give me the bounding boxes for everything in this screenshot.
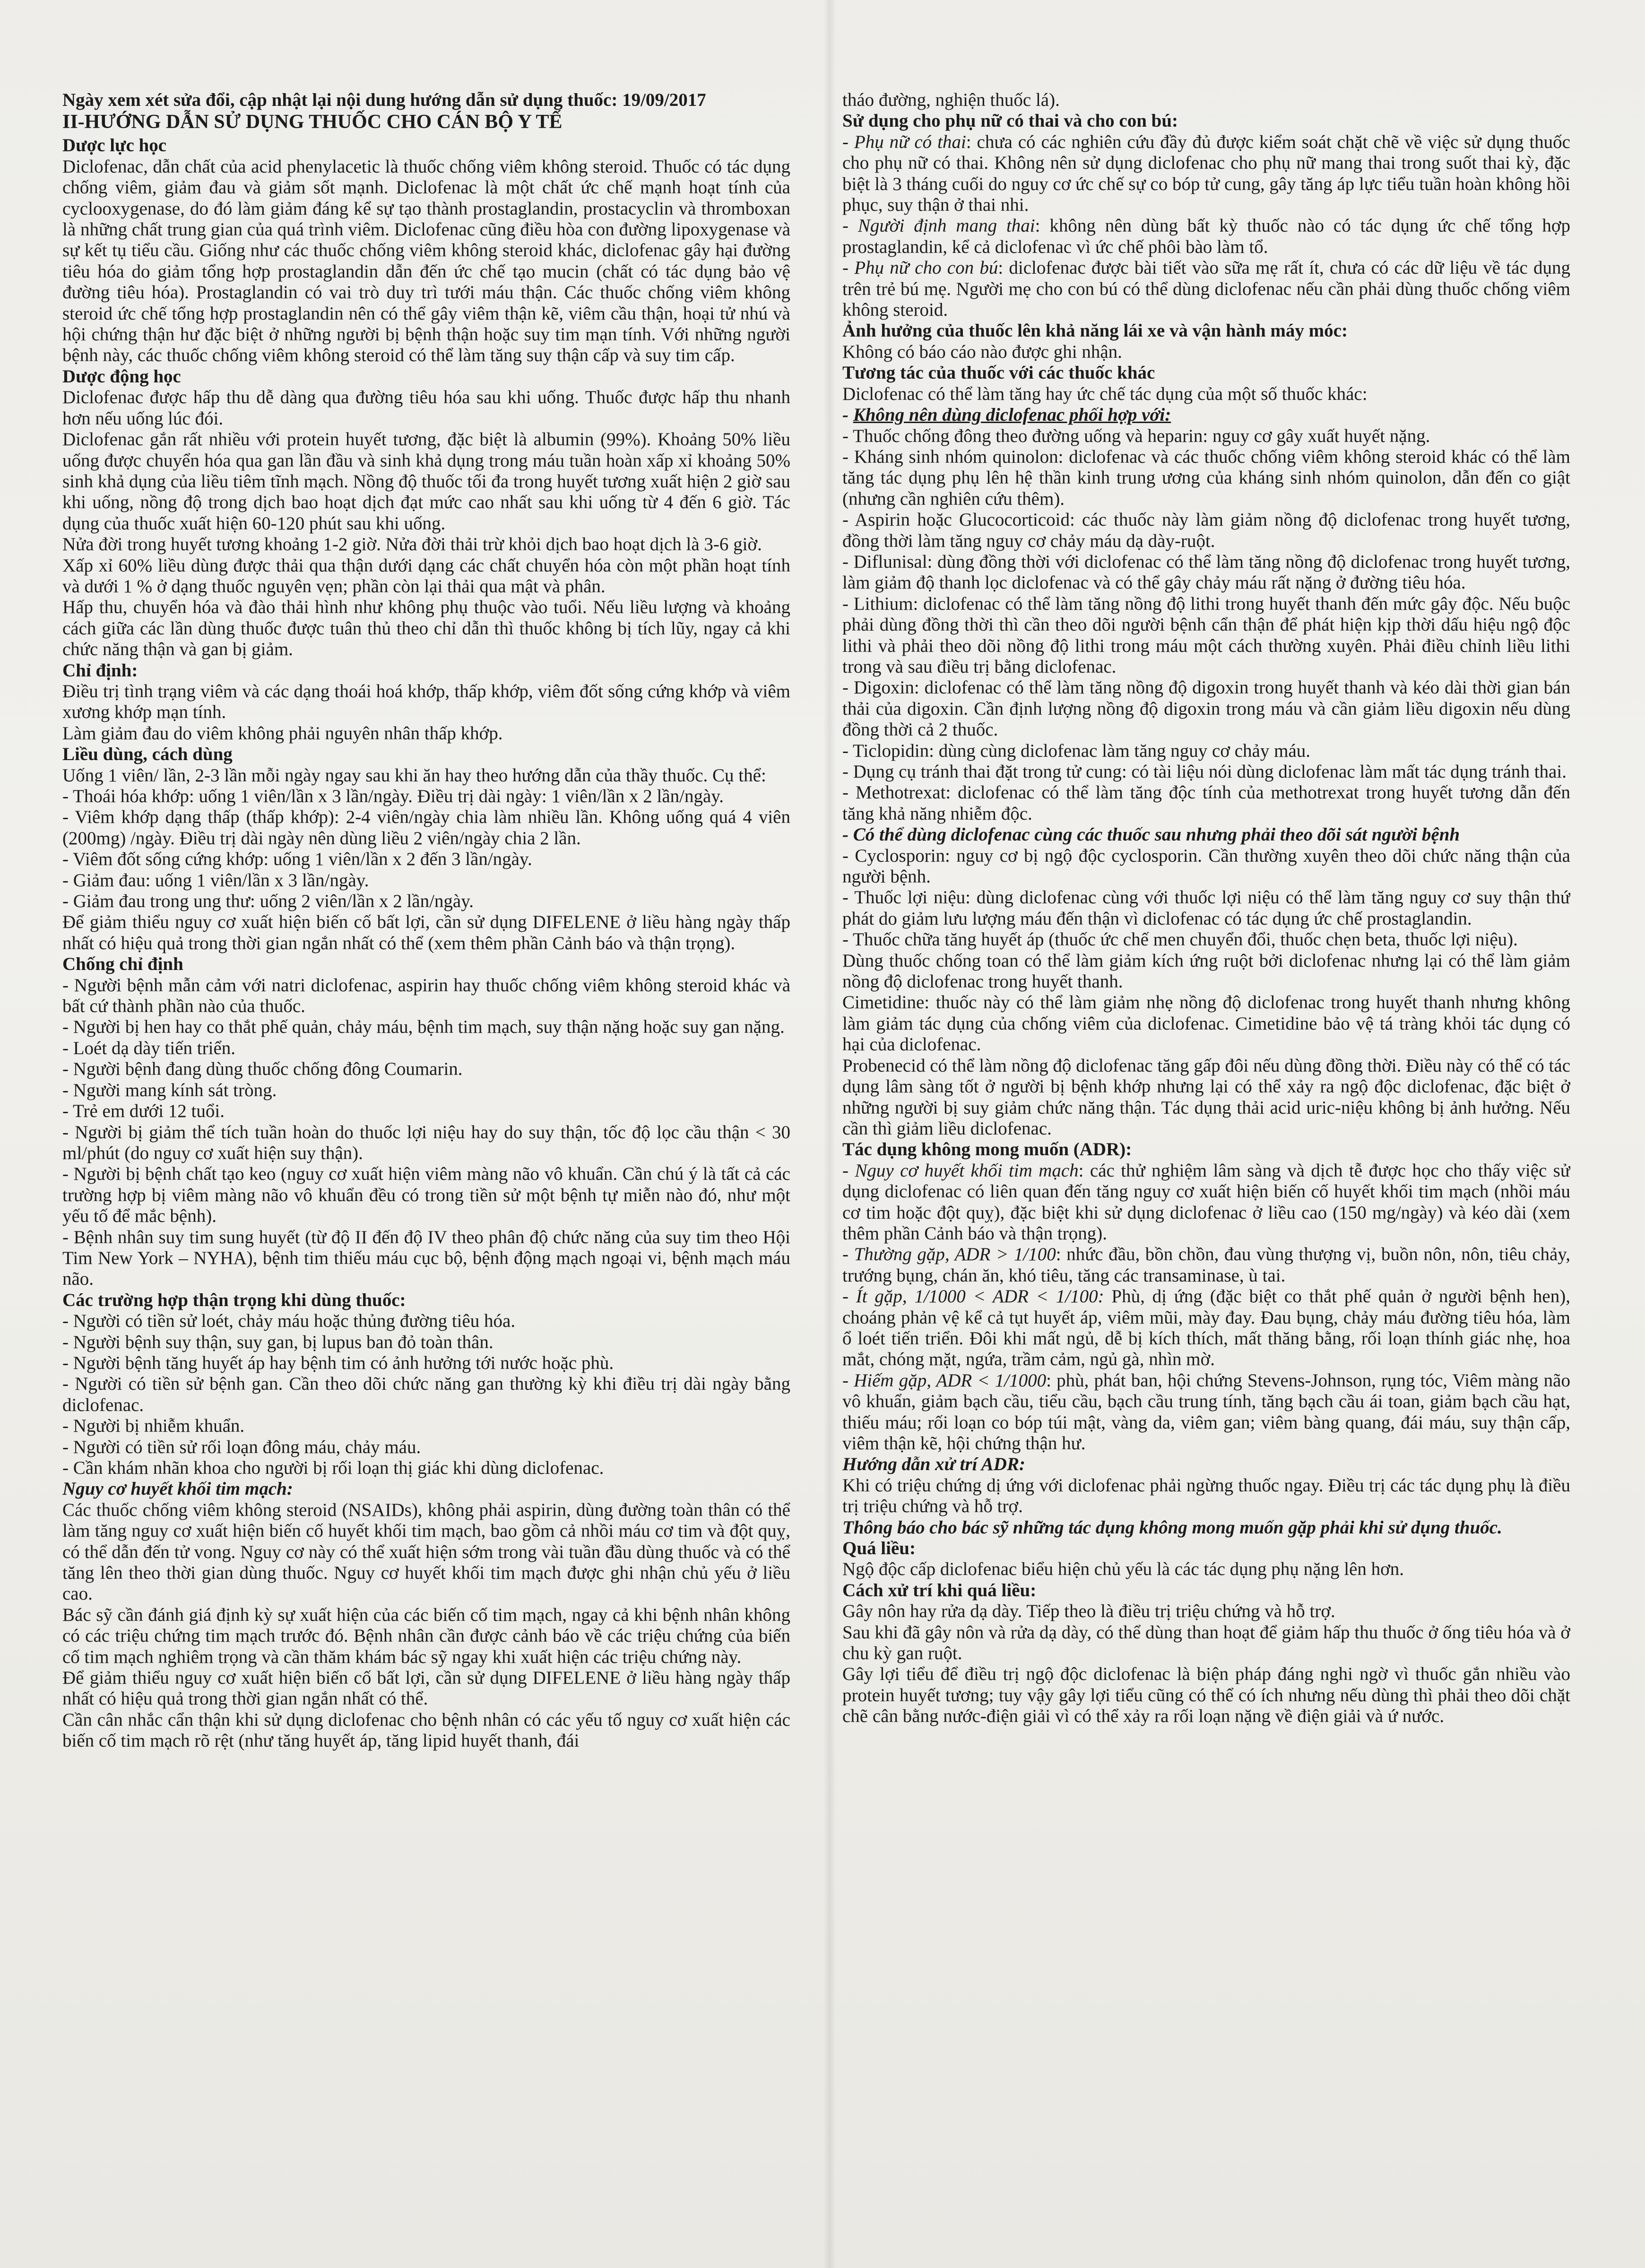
paragraph: Diclofenac được hấp thu dễ dàng qua đường tiêu hóa sau khi uống. Thuốc được hấp thu nhanh hơn nếu uống lúc đói.: [62, 387, 790, 429]
avoid-combination-heading: - Không nên dùng diclofenac phối hợp với:: [842, 405, 1171, 425]
cardiovascular-risk-heading: Nguy cơ huyết khối tim mạch:: [62, 1479, 293, 1499]
review-date: Ngày xem xét sửa đổi, cập nhật lại nội dung hướng dẫn sử dụng thuốc: 19/09/2017: [62, 90, 706, 110]
list-item: - Người định mang thai: không nên dùng bất kỳ thuốc nào có tác dụng ức chế tổng hợp prostaglandin, kể cả diclofenac vì ức chế phôi bào làm tổ.: [842, 216, 1570, 257]
paragraph: Probenecid có thể làm nồng độ diclofenac tăng gấp đôi nếu dùng đồng thời. Điều này có thể có tác dụng lâm sàng tốt ở người bị bệnh khớp nhưng lại có thể xảy ra ngộ độc diclofenac, đặc biệt ở những người bị suy giảm chức năng thận. Tác dụng thải acid uric-niệu không bị ảnh hưởng. Nếu cần thì giảm liều diclofenac.: [842, 1055, 1570, 1139]
paragraph: Các thuốc chống viêm không steroid (NSAIDs), không phải aspirin, dùng đường toàn thân có thể làm tăng nguy cơ xuất hiện biến cố huyết khối tim mạch, bao gồm cả nhồi máu cơ tim và đột quỵ, có thể dẫn đến tử vong. Nguy cơ này có thể xuất hiện sớm trong vài tuần đầu dùng thuốc và có thể tăng lên theo thời gian dùng thuốc. Nguy cơ huyết khối tim mạch được ghi nhận chủ yếu ở liều cao.: [62, 1499, 790, 1604]
adverse-effects-heading: Tác dụng không mong muốn (ADR):: [842, 1139, 1132, 1160]
pregnancy-heading: Sử dụng cho phụ nữ có thai và cho con bú:: [842, 111, 1178, 131]
list-item: - Ticlopidin: dùng cùng diclofenac làm tăng nguy cơ chảy máu.: [842, 740, 1311, 761]
paragraph: Uống 1 viên/ lần, 2-3 lần mỗi ngày ngay sau khi ăn hay theo hướng dẫn của thầy thuốc. Cụ thể:: [62, 765, 766, 786]
pharmacodynamics-heading: Dược lực học: [62, 135, 167, 156]
paragraph: Khi có triệu chứng dị ứng với diclofenac phải ngừng thuốc ngay. Điều trị các tác dụng phụ là điều trị triệu chứng và hỗ trợ.: [842, 1475, 1570, 1517]
adr-uncommon-label: Ít gặp, 1/1000 < ADR < 1/100:: [856, 1286, 1104, 1307]
paragraph: Cimetidine: thuốc này có thể làm giảm nhẹ nồng độ diclofenac trong huyết thanh nhưng không làm giảm tác dụng của chống viêm của diclofenac. Cimetidine bảo vệ tá tràng khỏi tác dụng có hại của diclofenac.: [842, 992, 1570, 1055]
paragraph: Để giảm thiểu nguy cơ xuất hiện biến cố bất lợi, cần sử dụng DIFELENE ở liều hàng ngày thấp nhất có hiệu quả trong thời gian ngắn nhất có thể.: [62, 1668, 790, 1709]
list-item: - Thuốc lợi niệu: dùng diclofenac cùng với thuốc lợi niệu có thể làm tăng nguy cơ suy thận thứ phát do giảm lưu lượng máu đến thận vì diclofenac có tác dụng ức chế prostaglandin.: [842, 887, 1570, 929]
paragraph: Sau khi đã gây nôn và rửa dạ dày, có thể dùng than hoạt để giảm hấp thu thuốc ở ống tiêu hóa và ở chu kỳ gan ruột.: [842, 1622, 1570, 1664]
paragraph: Xấp xỉ 60% liều dùng được thải qua thận dưới dạng các chất chuyển hóa còn một phần hoạt tính và dưới 1 % ở dạng thuốc nguyên vẹn; phần còn lại thải qua mật và phân.: [62, 555, 790, 597]
list-item: - Loét dạ dày tiến triển.: [62, 1038, 236, 1058]
list-item: - Giảm đau: uống 1 viên/lần x 3 lần/ngày.: [62, 870, 369, 891]
list-item: - Người có tiền sử loét, chảy máu hoặc thủng đường tiêu hóa.: [62, 1311, 516, 1332]
list-item: - Methotrexat: diclofenac có thể làm tăng độc tính của methotrexat trong huyết tương dẫn đến tăng khả năng nhiễm độc.: [842, 782, 1570, 824]
overdose-treatment-heading: Cách xử trí khi quá liều:: [842, 1580, 1037, 1601]
list-item: - Nguy cơ huyết khối tim mạch: các thử nghiệm lâm sàng và dịch tễ được học cho thấy việc sử dụng diclofenac có liên quan đến tăng nguy cơ xuất hiện biến cố huyết khối tim mạch (nhồi máu cơ tim hoặc đột quỵ), đặc biệt khi sử dụng diclofenac ở liều cao (150 mg/ngày) và kéo dài (xem thêm phần Cảnh báo và thận trọng).: [842, 1160, 1570, 1244]
list-item: - Thường gặp, ADR > 1/100: nhức đầu, bồn chồn, đau vùng thượng vị, buồn nôn, nôn, tiêu chảy, trướng bụng, chán ăn, khó tiêu, tăng các transaminase, ù tai.: [842, 1244, 1570, 1286]
list-item: - Dụng cụ tránh thai đặt trong tử cung: có tài liệu nói dùng diclofenac làm mất tác dụng tránh thai.: [842, 762, 1567, 782]
paragraph: Diclofenac gắn rất nhiều với protein huyết tương, đặc biệt là albumin (99%). Khoảng 50% liều uống được chuyển hóa qua gan lần đầu và sinh khả dụng trong máu tuần hoàn xấp xỉ khoảng 50% sinh khả dụng của liều tiêm tĩnh mạch. Nồng độ thuốc tối đa trong huyết tương xuất hiện 2 giờ sau khi uống, nồng độ trong dịch bao hoạt dịch đạt mức cao nhất sau khi uống từ 4 đến 6 giờ. Tác dụng của thuốc xuất hiện 60-120 phút sau khi uống.: [62, 429, 790, 534]
adr-rare-label: Hiếm gặp, ADR < 1/1000: [854, 1370, 1047, 1391]
driving-heading: Ảnh hưởng của thuốc lên khả năng lái xe và vận hành máy móc:: [842, 320, 1348, 341]
paragraph: Bác sỹ cần đánh giá định kỳ sự xuất hiện của các biến cố tim mạch, ngay cả khi bệnh nhân không có các triệu chứng tim mạch trước đó. Bệnh nhân cần được cảnh báo về các triệu chứng của biến cố tim mạch nghiêm trọng và cần thăm khám bác sỹ ngay khi xuất hiện các triệu chứng này.: [62, 1604, 790, 1667]
list-item: - Người bị nhiễm khuẩn.: [62, 1416, 245, 1437]
pregnancy-label: Phụ nữ có thai: [854, 131, 966, 152]
adr-common-label: Thường gặp, ADR > 1/100: [854, 1244, 1056, 1265]
paragraph: tháo đường, nghiện thuốc lá).: [842, 90, 1060, 110]
paragraph: Nửa đời trong huyết tương khoảng 1-2 giờ. Nửa đời thải trừ khỏi dịch bao hoạt dịch là 3-6 giờ.: [62, 534, 762, 555]
list-item: - Cyclosporin: nguy cơ bị ngộ độc cyclosporin. Cần thường xuyên theo dõi chức năng thận của người bệnh.: [842, 845, 1570, 887]
left-column: [62, 90, 790, 2249]
section-title: II-HƯỚNG DẪN SỬ DỤNG THUỐC CHO CÁN BỘ Y TẾ: [62, 111, 563, 133]
pharmacokinetics-heading: Dược động học: [62, 366, 181, 387]
paragraph: Để giảm thiểu nguy cơ xuất hiện biến cố bất lợi, cần sử dụng DIFELENE ở liều hàng ngày thấp nhất có hiệu quả trong thời gian ngắn nhất có thể (xem thêm phần Cảnh báo và thận trọng).: [62, 912, 790, 953]
list-item: - Ít gặp, 1/1000 < ADR < 1/100: Phù, dị ứng (đặc biệt co thắt phế quản ở người bệnh hen), choáng phản vệ kể cả tụt huyết áp, viêm mũi, mày đay. Đau bụng, chảy máu đường tiêu hóa, làm ổ loét tiến triển. Đôi khi mất ngủ, dễ bị kích thích, mất thăng bằng, rối loạn thính giác nhẹ, hoa mắt, chóng mặt, ngứa, trầm cảm, ngủ gà, nhìn mờ.: [842, 1286, 1570, 1370]
pharmacodynamics-text: Diclofenac, dẫn chất của acid phenylacetic là thuốc chống viêm không steroid. Thuốc có tác dụng chống viêm, giảm đau và giảm sốt mạnh. Diclofenac là một chất ức chế mạnh hoạt tính của cyclooxygenase, do đó làm giảm đáng kể sự tạo thành prostaglandin, prostacyclin và thromboxan là những chất trung gian của quá trình viêm. Diclofenac cũng điều hòa con đường lipoxygenase và sự kết tụ tiểu cầu. Giống như các thuốc chống viêm không steroid khác, diclofenac gây hại đường tiêu hóa do giảm tổng hợp prostaglandin dẫn đến ức chế tạo mucin (chất có tác dụng bảo vệ đường tiêu hóa). Prostaglandin có vai trò duy trì tưới máu thận. Các thuốc chống viêm không steroid ức chế tổng hợp prostaglandin nên có thể gây viêm thận kẽ, viêm cầu thận, hoại tử nhú và hội chứng thận hư đặc biệt ở những người bị bệnh thận hoặc suy tim mạn tính. Với những người bệnh này, các thuốc chống viêm không steroid có thể làm tăng suy thận cấp và suy tim cấp.: [62, 156, 790, 366]
list-item: - Digoxin: diclofenac có thể làm tăng nồng độ digoxin trong huyết thanh và kéo dài thời gian bán thải của digoxin. Cần định lượng nồng độ digoxin trong máu và cần giảm liều digoxin nếu dùng đồng thời cả 2 thuốc.: [842, 677, 1570, 740]
list-item: - Thuốc chữa tăng huyết áp (thuốc ức chế men chuyển đổi, thuốc chẹn beta, thuốc lợi niệu).: [842, 929, 1518, 950]
list-item: - Kháng sinh nhóm quinolon: diclofenac và các thuốc chống viêm không steroid khác có thể làm tăng tác dụng phụ lên hệ thần kinh trung ương của kháng sinh nhóm quinolon, dẫn đến co giật (nhưng cần nghiên cứu thêm).: [842, 446, 1570, 509]
planning-label: Người định mang thai: [857, 216, 1035, 236]
list-item: - Lithium: diclofenac có thể làm tăng nồng độ lithi trong huyết thanh đến mức gây độc. Nếu buộc phải dùng đồng thời thì cần theo dõi người bệnh cẩn thận để phát hiện kịp thời dấu hiệu ngộ độc lithi và phải theo dõi nồng độ lithi trong máu một cách thường xuyên. Phải điều chỉnh liều lithi trong và sau điều trị bằng diclofenac.: [842, 593, 1570, 677]
list-item: - Trẻ em dưới 12 tuổi.: [62, 1101, 225, 1122]
list-item: - Người bị giảm thể tích tuần hoàn do thuốc lợi niệu hay do suy thận, tốc độ lọc cầu thận < 30 ml/phút (do nguy cơ xuất hiện suy thận).: [62, 1122, 790, 1163]
dosage-heading: Liều dùng, cách dùng: [62, 744, 233, 765]
list-item: - Thuốc chống đông theo đường uống và heparin: nguy cơ gây xuất huyết nặng.: [842, 425, 1430, 446]
list-item: - Người mang kính sát tròng.: [62, 1080, 277, 1100]
overdose-heading: Quá liều:: [842, 1538, 916, 1559]
list-item: - Bệnh nhân suy tim sung huyết (từ độ II đến độ IV theo phân độ chức năng của suy tim theo Hội Tim New York – NYHA), bệnh tim thiếu máu cục bộ, bệnh động mạch ngoại vi, bệnh mạch máu não.: [62, 1227, 790, 1290]
list-item: - Giảm đau trong ung thư: uống 2 viên/lần x 2 lần/ngày.: [62, 891, 474, 912]
paragraph: Làm giảm đau do viêm không phải nguyên nhân thấp khớp.: [62, 723, 503, 744]
page-fold: [823, 0, 836, 2268]
contraindications-heading: Chống chỉ định: [62, 954, 183, 975]
list-item: - Người có tiền sử rối loạn đông máu, chảy máu.: [62, 1437, 421, 1457]
paragraph: Diclofenac có thể làm tăng hay ức chế tác dụng của một số thuốc khác:: [842, 383, 1368, 404]
paragraph: Gây lợi tiểu để điều trị ngộ độc diclofenac là biện pháp đáng nghi ngờ vì thuốc gắn nhiều vào protein huyết tương; tuy vậy gây lợi tiểu cũng có thể có ích nhưng nếu dùng thì phải theo dõi chặt chẽ cân bằng nước-điện giải vì có thể xảy ra rối loạn nặng về điện giải và ứ nước.: [842, 1664, 1570, 1727]
list-item: - Viêm khớp dạng thấp (thấp khớp): 2-4 viên/ngày chia làm nhiều lần. Không uống quá 4 viên (200mg) /ngày. Điều trị dài ngày nên dùng liều 2 viên/ngày chia 2 lần.: [62, 807, 790, 848]
interactions-heading: Tương tác của thuốc với các thuốc khác: [842, 363, 1155, 383]
adr-cardiovascular-label: Nguy cơ huyết khối tim mạch: [855, 1160, 1079, 1181]
paragraph: Không có báo cáo nào được ghi nhận.: [842, 341, 1122, 362]
list-item: - Người bệnh suy thận, suy gan, bị lupus ban đỏ toàn thân.: [62, 1332, 494, 1352]
list-item: - Diflunisal: dùng đồng thời với diclofenac có thể làm tăng nồng độ diclofenac trong huyết tương, làm giảm độ thanh lọc diclofenac và có thể gây chảy máu rất nặng ở đường tiêu hóa.: [842, 551, 1570, 593]
list-item: - Người có tiền sử bệnh gan. Cần theo dõi chức năng gan thường kỳ khi điều trị dài ngày bằng diclofenac.: [62, 1374, 790, 1415]
paragraph: Điều trị tình trạng viêm và các dạng thoái hoá khớp, thấp khớp, viêm đốt sống cứng khớp và viêm xương khớp mạn tính.: [62, 681, 790, 723]
list-item: - Người bị hen hay co thắt phế quản, chảy máu, bệnh tim mạch, suy thận nặng hoặc suy gan nặng.: [62, 1017, 785, 1038]
list-item: - Người bị bệnh chất tạo keo (nguy cơ xuất hiện viêm màng não vô khuẩn. Cần chú ý là tất cả các trường hợp bị viêm màng não vô khuẩn đều có trong tiền sử một bệnh tự miễn nào đó, như một yếu tố để mắc bệnh).: [62, 1164, 790, 1227]
notify-doctor-heading: Thông báo cho bác sỹ những tác dụng không mong muốn gặp phải khi sử dụng thuốc.: [842, 1517, 1502, 1538]
list-item: - Người bệnh mẫn cảm với natri diclofenac, aspirin hay thuốc chống viêm không steroid khác và bất cứ thành phần nào của thuốc.: [62, 975, 790, 1017]
list-item: - Viêm đốt sống cứng khớp: uống 1 viên/lần x 2 đến 3 lần/ngày.: [62, 849, 532, 870]
indications-heading: Chỉ định:: [62, 660, 138, 681]
list-item: - Cần khám nhãn khoa cho người bị rối loạn thị giác khi dùng diclofenac.: [62, 1458, 604, 1478]
paragraph: Dùng thuốc chống toan có thể làm giảm kích ứng ruột bởi diclofenac nhưng lại có thể làm giảm nồng độ diclofenac trong huyết thanh.: [842, 950, 1570, 992]
list-item: - Thoái hóa khớp: uống 1 viên/lần x 3 lần/ngày. Điều trị dài ngày: 1 viên/lần x 2 lần/ngày.: [62, 786, 724, 806]
list-item: - Phụ nữ có thai: chưa có các nghiên cứu đầy đủ được kiểm soát chặt chẽ về việc sử dụng thuốc cho phụ nữ có thai. Không nên sử dụng diclofenac cho phụ nữ mang thai trong suốt thai kỳ, đặc biệt là 3 tháng cuối do nguy cơ ức chế sự co bóp tử cung, gây tăng áp lực tiểu tuần hoàn không hồi phục, suy thận ở thai nhi.: [842, 131, 1570, 216]
list-item: - Aspirin hoặc Glucocorticoid: các thuốc này làm giảm nồng độ diclofenac trong huyết tương, đồng thời làm tăng nguy cơ chảy máu dạ dày-ruột.: [842, 510, 1570, 551]
monitor-combination-heading: - Có thể dùng diclofenac cùng các thuốc sau nhưng phải theo dõi sát người bệnh: [842, 824, 1460, 845]
list-item: - Người bệnh đang dùng thuốc chống đông Coumarin.: [62, 1059, 463, 1080]
paragraph: Ngộ độc cấp diclofenac biểu hiện chủ yếu là các tác dụng phụ nặng lên hơn.: [842, 1559, 1404, 1580]
paragraph: Gây nôn hay rửa dạ dày. Tiếp theo là điều trị triệu chứng và hỗ trợ.: [842, 1601, 1335, 1622]
list-item: - Phụ nữ cho con bú: diclofenac được bài tiết vào sữa mẹ rất ít, chưa có các dữ liệu về tác dụng trên trẻ bú mẹ. Người mẹ cho con bú có thể dùng diclofenac nếu cần phải dùng thuốc chống viêm không steroid.: [842, 258, 1570, 320]
right-column: [842, 90, 1570, 2249]
list-item: - Hiếm gặp, ADR < 1/1000: phù, phát ban, hội chứng Stevens-Johnson, rụng tóc, Viêm màng não vô khuẩn, giảm bạch cầu, tiểu cầu, bạch cầu trung tính, tăng bạch cầu ái toan, giảm bạch cầu hạt, thiếu máu; rối loạn co bóp túi mật, vàng da, viêm gan; viêm bàng quang, đái máu, suy thận cấp, viêm thận kẽ, hội chứng thận hư.: [842, 1370, 1570, 1454]
paragraph: Cần cân nhắc cẩn thận khi sử dụng diclofenac cho bệnh nhân có các yếu tố nguy cơ xuất hiện các biến cố tim mạch rõ rệt (như tăng huyết áp, tăng lipid huyết thanh, đái: [62, 1709, 790, 1751]
precautions-heading: Các trường hợp thận trọng khi dùng thuốc:: [62, 1290, 406, 1310]
adr-guidance-heading: Hướng dẫn xử trí ADR:: [842, 1454, 1025, 1475]
paragraph: Hấp thu, chuyển hóa và đào thải hình như không phụ thuộc vào tuổi. Nếu liều lượng và khoảng cách giữa các lần dùng thuốc được tuân thủ theo chỉ dẫn thì thuốc không bị tích lũy, ngay cả khi chức năng thận và gan bị giảm.: [62, 597, 790, 660]
list-item: - Người bệnh tăng huyết áp hay bệnh tim có ảnh hưởng tới nước hoặc phù.: [62, 1352, 614, 1373]
lactation-label: Phụ nữ cho con bú: [854, 258, 998, 278]
